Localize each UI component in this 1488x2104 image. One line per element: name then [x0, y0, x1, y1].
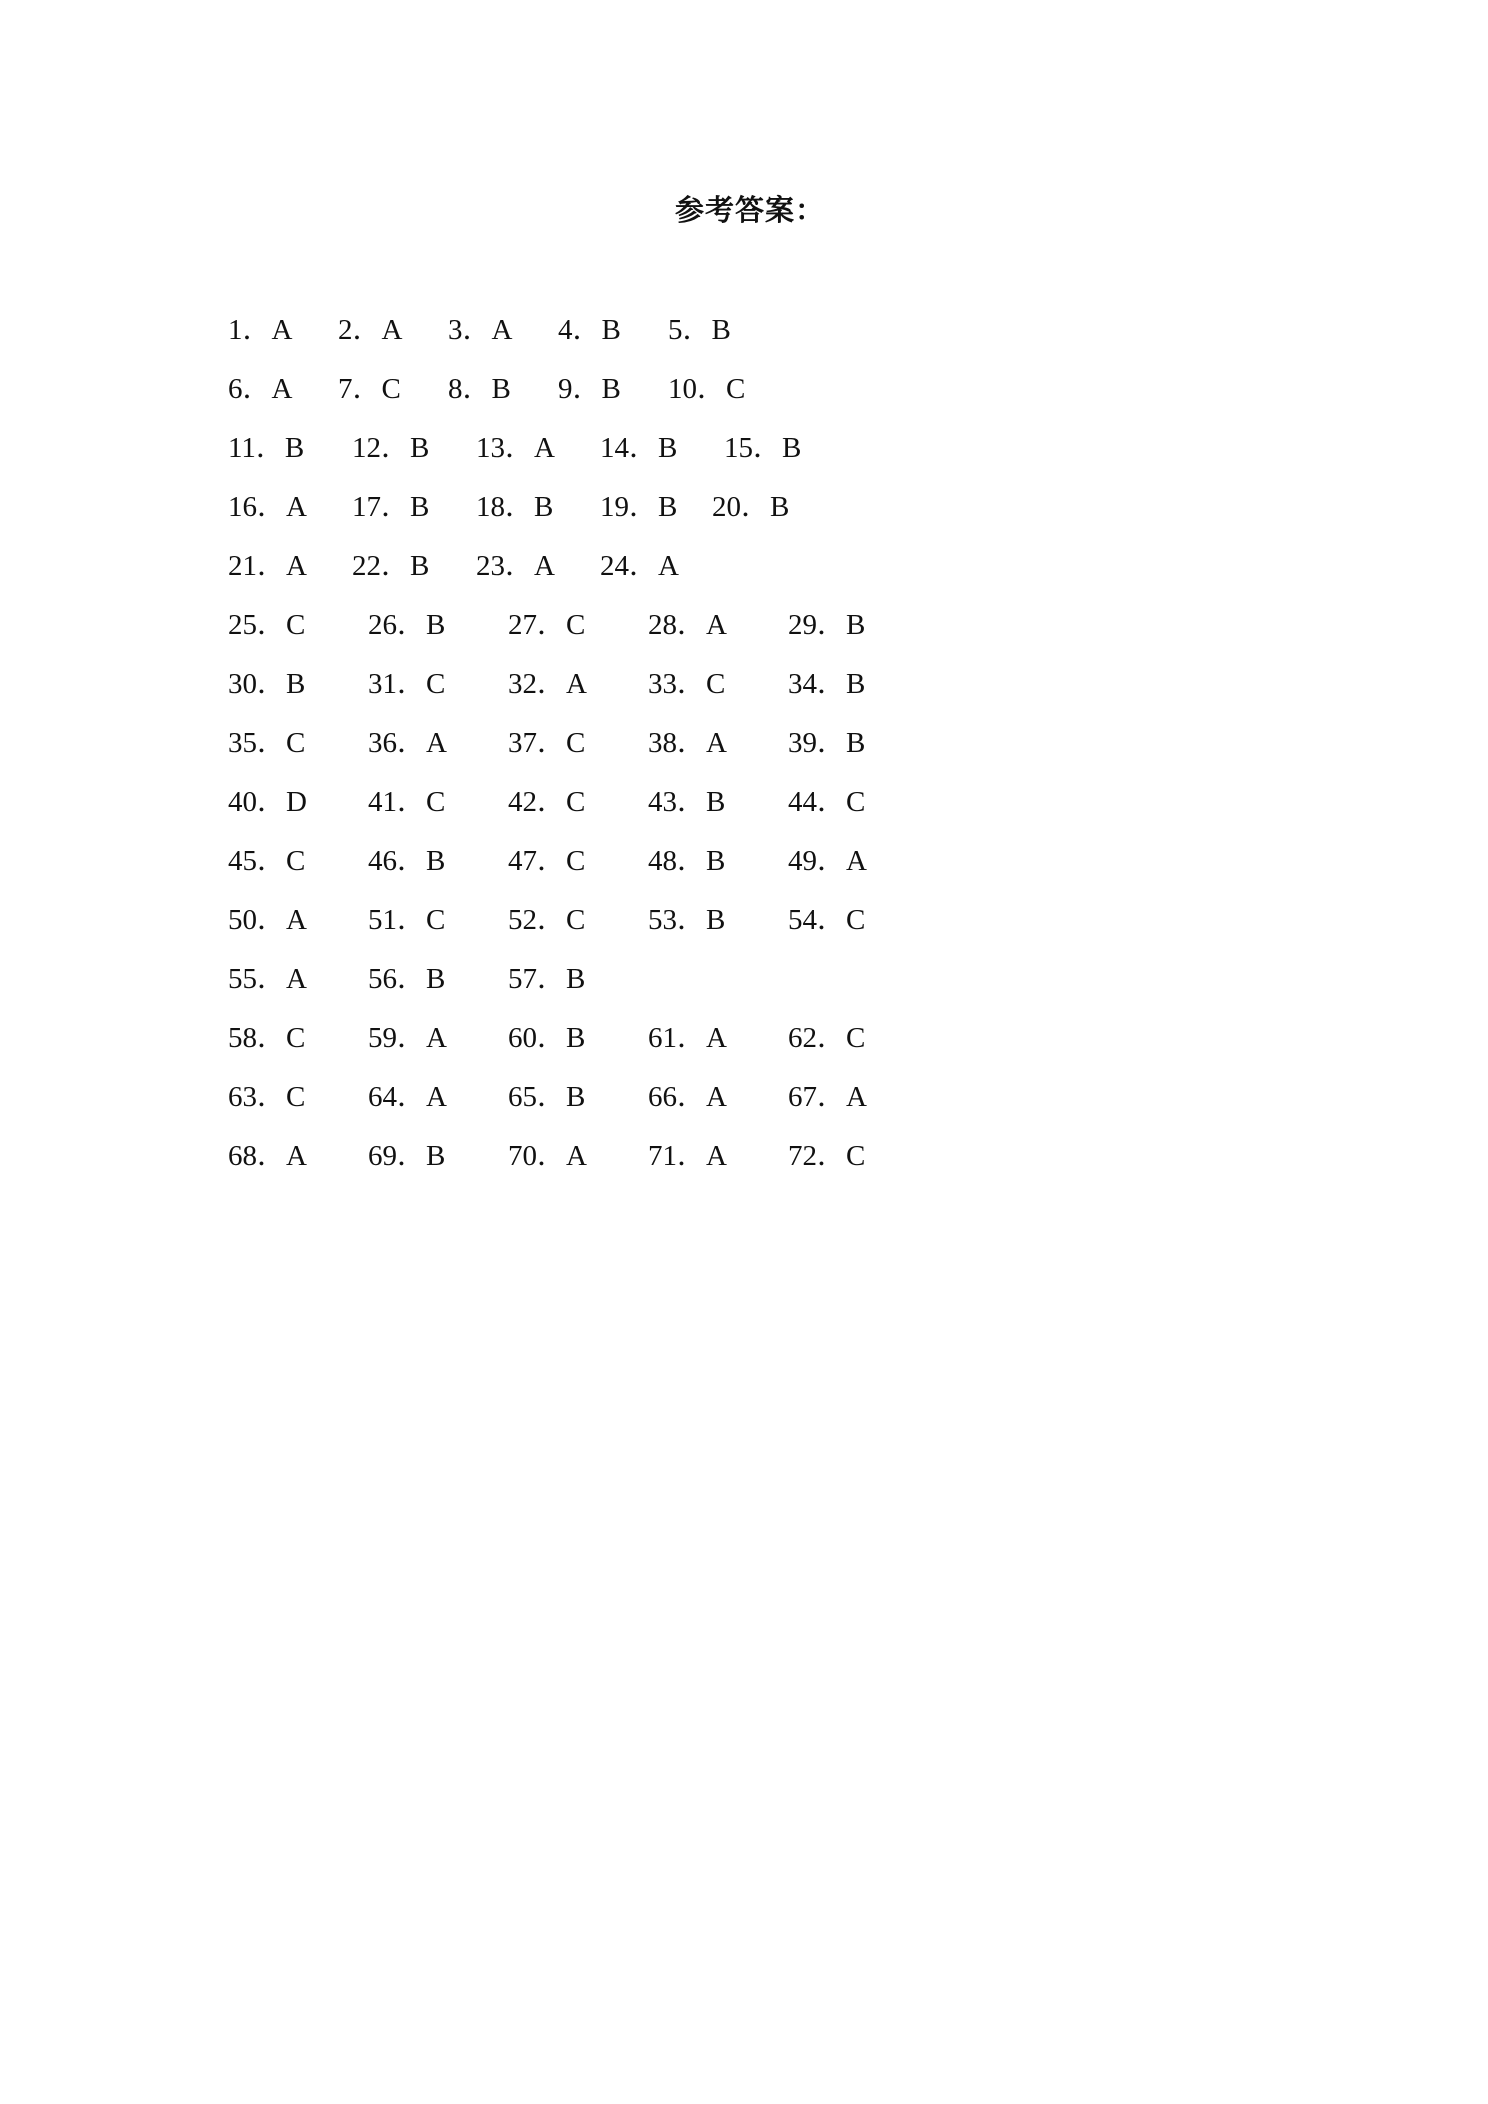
answer-item: 68．A: [228, 1140, 307, 1172]
answer-item: 42．C: [508, 786, 586, 818]
answer-item: 6．A: [228, 373, 293, 405]
answer-item: 19．B: [600, 491, 678, 523]
answer-item: 10．C: [668, 373, 746, 405]
answer-item: 40．D: [228, 786, 307, 818]
answer-item: 2．A: [338, 314, 403, 346]
answer-item: 57．B: [508, 963, 586, 995]
answer-item: 22．B: [352, 550, 430, 582]
answer-item: 58．C: [228, 1022, 306, 1054]
answer-item: 18．B: [476, 491, 554, 523]
answer-item: 38．A: [648, 727, 727, 759]
answer-item: 32．A: [508, 668, 587, 700]
answer-item: 70．A: [508, 1140, 587, 1172]
answer-item: 60．B: [508, 1022, 586, 1054]
answer-item: 66．A: [648, 1081, 727, 1113]
answer-item: 50．A: [228, 904, 307, 936]
answer-item: 43．B: [648, 786, 726, 818]
answer-item: 39．B: [788, 727, 866, 759]
answer-item: 63．C: [228, 1081, 306, 1113]
answer-item: 46．B: [368, 845, 446, 877]
answer-item: 29．B: [788, 609, 866, 641]
answer-item: 61．A: [648, 1022, 727, 1054]
answer-item: 15．B: [724, 432, 802, 464]
answer-item: 69．B: [368, 1140, 446, 1172]
answer-item: 25．C: [228, 609, 306, 641]
answer-item: 45．C: [228, 845, 306, 877]
answer-item: 24．A: [600, 550, 679, 582]
answer-item: 53．B: [648, 904, 726, 936]
answer-item: 28．A: [648, 609, 727, 641]
answer-item: 11．B: [228, 432, 305, 464]
answer-item: 35．C: [228, 727, 306, 759]
answer-item: 1．A: [228, 314, 293, 346]
answer-item: 16．A: [228, 491, 307, 523]
answer-item: 52．C: [508, 904, 586, 936]
answer-item: 72．C: [788, 1140, 866, 1172]
answer-item: 21．A: [228, 550, 307, 582]
answer-item: 20．B: [712, 491, 790, 523]
answer-item: 30．B: [228, 668, 306, 700]
answer-item: 12．B: [352, 432, 430, 464]
answer-item: 48．B: [648, 845, 726, 877]
answer-item: 36．A: [368, 727, 447, 759]
answer-item: 17．B: [352, 491, 430, 523]
answer-item: 4．B: [558, 314, 621, 346]
answer-item: 56．B: [368, 963, 446, 995]
answer-item: 37．C: [508, 727, 586, 759]
answer-item: 27．C: [508, 609, 586, 641]
answer-item: 31．C: [368, 668, 446, 700]
answer-item: 41．C: [368, 786, 446, 818]
page-title: 参考答案：: [674, 193, 825, 227]
answer-item: 49．A: [788, 845, 867, 877]
answer-item: 9．B: [558, 373, 621, 405]
answer-item: 62．C: [788, 1022, 866, 1054]
answer-item: 67．A: [788, 1081, 867, 1113]
answer-item: 64．A: [368, 1081, 447, 1113]
answer-item: 26．B: [368, 609, 446, 641]
answer-item: 44．C: [788, 786, 866, 818]
answer-item: 54．C: [788, 904, 866, 936]
answer-item: 65．B: [508, 1081, 586, 1113]
answer-item: 5．B: [668, 314, 731, 346]
answer-item: 47．C: [508, 845, 586, 877]
answer-item: 33．C: [648, 668, 726, 700]
answer-item: 59．A: [368, 1022, 447, 1054]
answer-item: 23．A: [476, 550, 555, 582]
answer-item: 13．A: [476, 432, 555, 464]
answer-item: 8．B: [448, 373, 511, 405]
answer-item: 34．B: [788, 668, 866, 700]
answer-item: 14．B: [600, 432, 678, 464]
answer-item: 3．A: [448, 314, 513, 346]
answer-item: 51．C: [368, 904, 446, 936]
answer-item: 71．A: [648, 1140, 727, 1172]
answer-item: 7．C: [338, 373, 401, 405]
answer-item: 55．A: [228, 963, 307, 995]
